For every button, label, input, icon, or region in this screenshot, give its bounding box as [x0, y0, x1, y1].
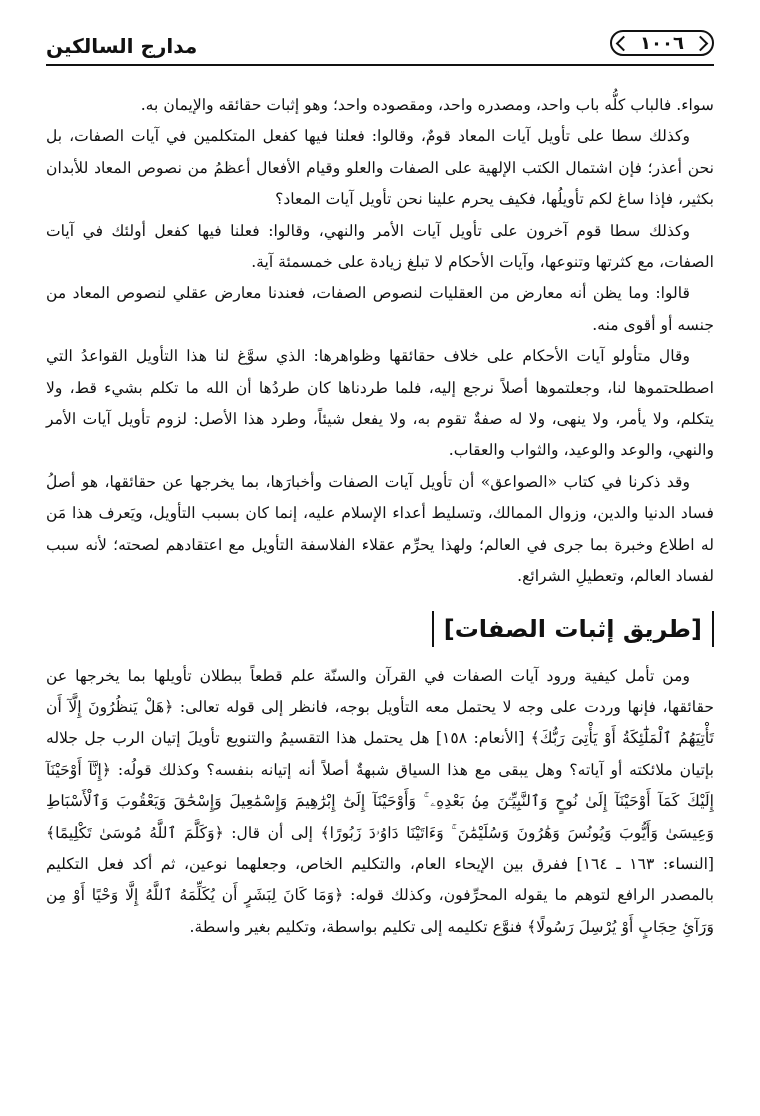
- paragraph: وكذلك سطا على تأويل آيات المعاد قومٌ، وقالوا: فعلنا فيها كفعل المتكلمين في آيات الصفات، بل نحن أعذر؛ فإن اشتمال الكتب الإلهية على الصفات والعلو وقيام الأفعال أعظمُ من نصوص المعاد للأبدان بكثير، فإذا ساغ لكم تأويلُها، فكيف يحرم علينا نحن تأويل آيات المعاد؟: [46, 127, 714, 209]
- paragraph: وقد ذكرنا في كتاب «الصواعق» أن تأويل آيات الصفات وأخبارَها، بما يخرجها عن حقائقها، هو أصلُ فساد الدنيا والدين، وزوال الممالك، وتسليط أعداء الإسلام عليه، إنما كان بسبب التأويل، ويَعرف هذا مَن له اطلاع وخبرة بما جرى في العالم؛ ولهذا يحرِّم عقلاء الفلاسفة التأويل مع اعتقادهم لصحته؛ لأنه سبب لفساد العالم، وتعطيلِ الشرائع.: [46, 472, 714, 586]
- page-body: [46, 90, 714, 943]
- paragraph: قالوا: وما يظن أنه معارض من العقليات لنصوص الصفات، فعندنا معارض عقلي لنصوص المعاد من جنسه أو أقوى منه.: [46, 284, 714, 334]
- section-title-text: [طريق إثبات الصفات]: [432, 611, 714, 647]
- paragraph: وكذلك سطا قوم آخرون على تأويل آيات الأمر والنهي، وقالوا: فعلنا فيها كفعل أولئك في آيات الصفات، مع كثرتها وتنوعها، وآيات الأحكام لا تبلغ زيادة على خمسمئة آية.: [46, 221, 714, 272]
- paragraph: سواء. فالباب كلُّه باب واحد، ومصدره واحد، ومقصوده واحد؛ وهو إثبات حقائقه والإيمان به.: [140, 96, 714, 114]
- paragraph: ومن تأمل كيفية ورود آيات الصفات في القرآن والسنّة علم قطعاً ببطلان تأويلها بما يخرجها عن حقائقها، فإنها وردت على وجه لا يحتمل معه التأويل بوجه، فانظر إلى قوله تعالى: ﴿هَلْ يَنظُرُونَ إِلَّآ أَن تَأْتِيَهُمُ ٱلْمَلَٰٓئِكَةُ أَوْ يَأْتِىَ رَبُّكَ﴾ [الأنعام: ١٥٨] هل يحتمل هذا التقسيمُ والتنويع تأويلَ إتيان الرب جل جلاله بإتيان ملائكته أو آياته؟ وهل يبقى مع هذا السياق شبهةٌ أصلاً أنه إتيانه بنفسه؟ وكذلك قولُه: ﴿إِنَّآ أَوْحَيْنَآ إِلَيْكَ كَمَآ أَوْحَيْنَآ إِلَىٰ نُوحٍ وَٱلنَّبِيِّـۧنَ مِنۢ بَعْدِهِۦ ۚ وَأَوْحَيْنَآ إِلَىٰٓ إِبْرَٰهِيمَ وَإِسْمَٰعِيلَ وَإِسْحَٰقَ وَيَعْقُوبَ وَٱلْأَسْبَاطِ وَعِيسَىٰ وَأَيُّوبَ وَيُونُسَ وَهَٰرُونَ وَسُلَيْمَٰنَ ۚ وَءَاتَيْنَا دَاوُۥدَ زَبُورًا﴾ إلى أن قال: ﴿وَكَلَّمَ ٱللَّهُ مُوسَىٰ تَكْلِيمًا﴾ [النساء: ١٦٣ ـ ١٦٤] ففرق بين الإيحاء العام، والتكليم الخاص، وجعلهما نوعين، ثم أكد فعل التكليم بالمصدر الرافع لتوهم ما يقوله المحرِّفون، وكذلك قوله: ﴿وَمَا كَانَ لِبَشَرٍ أَن يُكَلِّمَهُ ٱللَّهُ إِلَّا وَحْيًا أَوْ مِن وَرَآئِ حِجَابٍ أَوْ يُرْسِلَ رَسُولًا﴾ فنوَّع تكليمه إلى تكليم بواسطة، وتكليم بغير واسطة.: [46, 666, 715, 936]
- section-title: [46, 611, 714, 647]
- paragraph: وقال متأولو آيات الأحكام على خلاف حقائقها وظواهرها: الذي سوَّغ لنا هذا التأويل القواعدُ التي اصطلحتموها لنا، وجعلتموها أصلاً نرجع إليه، فلما طردناها كان طردُها أن الله ما تكلم بشيء قط، ولا يتكلم، ولا يأمر، ولا ينهى، ولا له صفةٌ تقوم به، ولا يفعل شيئاً، وطرد هذا الأصل: لزوم تأويل آيات الأمر والنهي، والوعد والوعيد، والثواب والعقاب.: [46, 347, 714, 460]
- book-title: مدارج السالكين: [46, 34, 198, 58]
- page-number: ١٠٠٦: [610, 30, 714, 56]
- page-header: [46, 30, 714, 66]
